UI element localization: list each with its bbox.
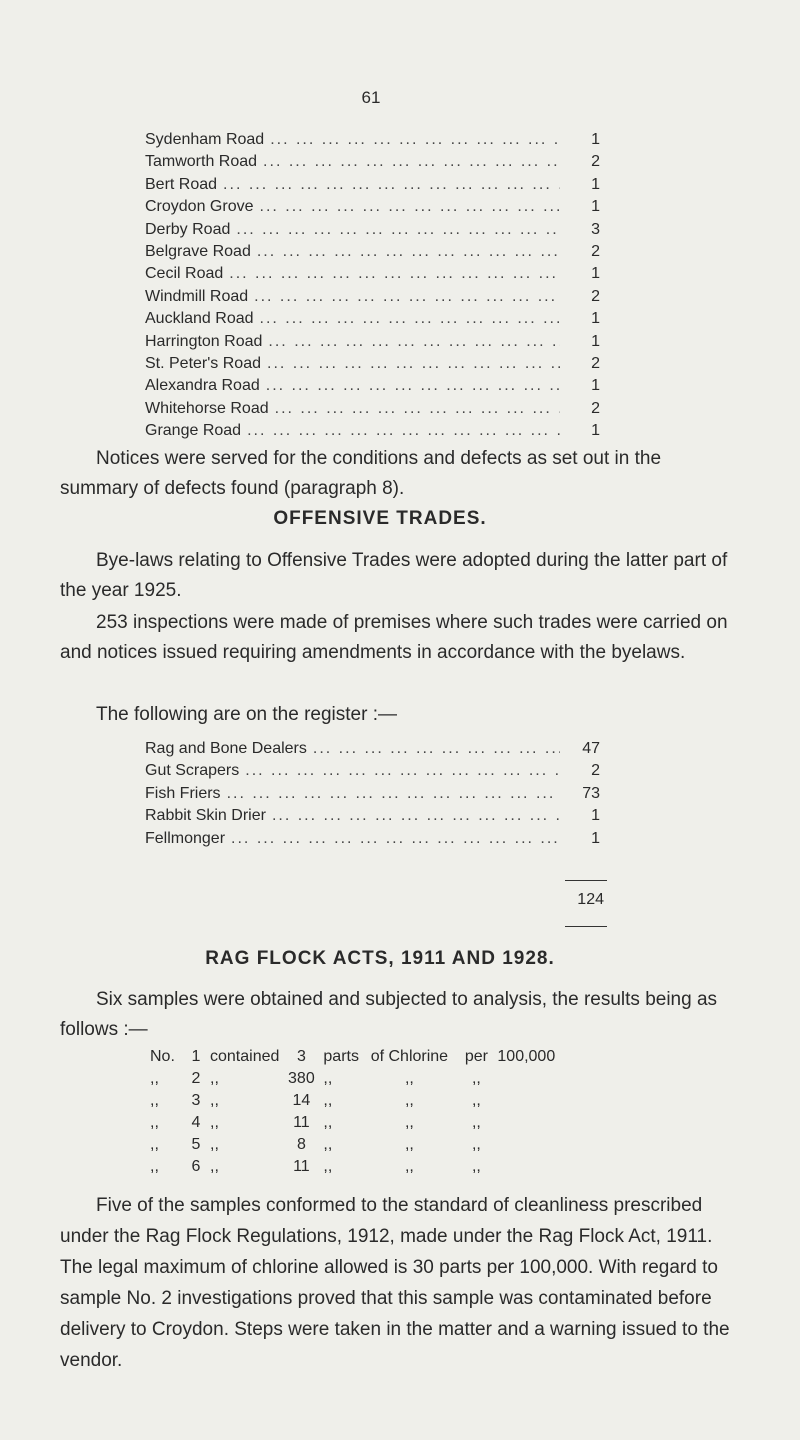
leader-dots — [223, 263, 560, 285]
street-name: Cecil Road — [145, 265, 224, 283]
sample-row — [150, 1112, 559, 1134]
trade-name: Rag and Bone Dealers — [145, 740, 307, 757]
ditto-mark: ,, — [150, 1136, 159, 1153]
street-row — [145, 420, 600, 442]
ditto-mark: ,, — [471, 1114, 481, 1131]
leader-dots — [269, 398, 560, 420]
parts-word: parts — [323, 1048, 359, 1065]
of-chlorine — [363, 1046, 455, 1068]
sample-number: 1 — [191, 1048, 201, 1065]
leader-dots — [266, 805, 560, 827]
register-list — [145, 738, 600, 850]
ditto-mark: ,, — [323, 1114, 333, 1131]
sample-row — [150, 1046, 559, 1068]
page-number: 61 — [361, 88, 381, 107]
leader-dots — [264, 129, 560, 151]
trade-name: Rabbit Skin Drier — [145, 807, 266, 825]
sample-row — [150, 1090, 559, 1112]
trade-count: 47 — [582, 740, 600, 757]
leader-dots — [230, 219, 560, 241]
street-name: Sydenham Road — [145, 131, 265, 148]
street-count: 1 — [591, 310, 600, 328]
street-name: Bert Road — [145, 175, 218, 193]
leader-dots — [257, 151, 560, 173]
byelaws-paragraph: Bye-laws relating to Offensive Trades were adopted during the latter part of the year 1925. — [60, 550, 728, 601]
street-name: Windmill Road — [145, 287, 249, 305]
leader-dots — [251, 241, 560, 263]
chlorine-value: 14 — [292, 1092, 311, 1109]
street-count: 2 — [591, 242, 600, 260]
ditto-mark: ,, — [404, 1158, 414, 1175]
sample-number: 2 — [191, 1070, 201, 1087]
leader-dots — [221, 783, 560, 805]
chlorine-value: 8 — [296, 1136, 306, 1153]
chlorine-value: 380 — [288, 1070, 315, 1087]
street-name: Harrington Road — [145, 332, 263, 350]
base-value: 100,000 — [497, 1048, 556, 1065]
sample-number: 5 — [191, 1136, 201, 1153]
street-row — [145, 219, 600, 241]
register-total: 124 — [577, 891, 604, 908]
street-row — [145, 241, 600, 263]
leader-dots — [239, 760, 560, 782]
street-list — [145, 129, 600, 442]
offensive-trades-heading: OFFENSIVE TRADES. — [273, 508, 487, 529]
street-name: Whitehorse Road — [145, 399, 269, 417]
no-label: No. — [150, 1048, 175, 1065]
ditto-mark: ,, — [210, 1136, 219, 1153]
ditto-mark: ,, — [323, 1136, 333, 1153]
ditto-mark: ,, — [471, 1092, 481, 1109]
register-row — [145, 805, 600, 827]
ditto-mark: ,, — [323, 1158, 333, 1175]
leader-dots — [225, 828, 560, 850]
contained-word: contained — [210, 1048, 280, 1065]
ditto-mark: ,, — [210, 1092, 219, 1109]
trade-count: 1 — [591, 807, 600, 825]
ditto-mark: ,, — [150, 1114, 159, 1131]
samples-table — [150, 1046, 559, 1178]
rag-flock-heading: RAG FLOCK ACTS, 1911 AND 1928. — [205, 948, 555, 969]
street-count: 2 — [591, 399, 600, 417]
leader-dots — [262, 331, 560, 353]
register-row — [145, 738, 600, 760]
chlorine-value: 11 — [293, 1114, 310, 1131]
street-count: 1 — [591, 175, 600, 193]
leader-dots — [261, 353, 560, 375]
register-row — [145, 760, 600, 782]
street-row — [145, 196, 600, 218]
street-count: 1 — [591, 377, 600, 395]
street-name: Auckland Road — [145, 310, 254, 328]
street-count: 3 — [591, 220, 600, 238]
street-row — [145, 286, 600, 308]
chlorine-value: 11 — [293, 1158, 310, 1175]
leader-dots — [254, 196, 561, 218]
street-count: 2 — [591, 153, 600, 171]
ditto-mark: ,, — [471, 1070, 481, 1087]
sample-number: 6 — [191, 1158, 201, 1175]
street-row — [145, 375, 600, 397]
leader-dots — [248, 286, 560, 308]
trade-name: Gut Scrapers — [145, 762, 240, 780]
notices-paragraph: Notices were served for the conditions and defects as set out in the summary of defects found (paragraph 8). — [60, 448, 662, 499]
trade-count: 2 — [591, 762, 600, 780]
street-count: 1 — [591, 198, 600, 216]
inspections-paragraph: 253 inspections were made of premises where such trades were carried on and notices issued requiring amendments in accordance with the byelaws. — [60, 612, 728, 663]
sample-row — [150, 1068, 559, 1090]
leader-dots — [254, 308, 560, 330]
street-count: 1 — [591, 265, 600, 283]
street-name: Alexandra Road — [145, 377, 260, 395]
chlorine-value: 3 — [296, 1048, 306, 1065]
ditto-mark: ,, — [210, 1070, 219, 1087]
samples-intro: Six samples were obtained and subjected to analysis, the results being as follows :— — [60, 989, 718, 1040]
street-row — [145, 398, 600, 420]
ditto-mark: ,, — [210, 1114, 219, 1131]
trade-count: 73 — [582, 784, 600, 802]
street-row — [145, 263, 600, 285]
street-name: Croydon Grove — [145, 198, 254, 216]
of-word: of — [370, 1048, 385, 1065]
ditto-mark: ,, — [150, 1158, 159, 1175]
leader-dots — [307, 738, 560, 760]
street-name: St. Peter's Road — [145, 354, 261, 372]
ditto-mark: ,, — [404, 1092, 414, 1109]
substance-word: Chlorine — [388, 1048, 449, 1065]
sample-number: 4 — [191, 1114, 201, 1131]
register-row — [145, 828, 600, 850]
street-row — [145, 308, 600, 330]
street-count: 2 — [591, 287, 600, 305]
per-word: per — [464, 1048, 488, 1065]
trade-name: Fellmonger — [145, 829, 226, 847]
street-row — [145, 174, 600, 196]
street-count: 1 — [591, 131, 600, 148]
sample-row — [150, 1134, 559, 1156]
ditto-mark: ,, — [150, 1070, 159, 1087]
street-row — [145, 151, 600, 173]
trade-count: 1 — [591, 829, 600, 847]
ditto-mark: ,, — [323, 1092, 333, 1109]
street-row — [145, 353, 600, 375]
street-count: 1 — [591, 332, 600, 350]
ditto-mark: ,, — [404, 1136, 414, 1153]
street-name: Grange Road — [145, 422, 242, 440]
ditto-mark: ,, — [404, 1114, 414, 1131]
leader-dots — [241, 420, 560, 442]
sample-number: 3 — [191, 1092, 201, 1109]
register-row — [145, 783, 600, 805]
total-rule-top — [565, 880, 607, 881]
ditto-mark: ,, — [471, 1136, 481, 1153]
street-row — [145, 129, 600, 151]
ditto-mark: ,, — [210, 1158, 219, 1175]
ditto-mark: ,, — [404, 1070, 414, 1087]
street-name: Belgrave Road — [145, 242, 251, 260]
street-name: Derby Road — [145, 220, 231, 238]
ditto-mark: ,, — [471, 1158, 481, 1175]
conclusion-paragraph: Five of the samples conformed to the standard of cleanliness prescribed under the Rag Flock Regulations, 1912, made under the Rag Flock Act, 1911. The legal maximum of chlorine allowed is 30 parts per 100,000. With regard to sample No. 2 investigations proved that this sample was contaminated before delivery to Croydon. Steps were taken in the matter and a warning issued to the vendor. — [60, 1195, 730, 1371]
sample-row — [150, 1156, 559, 1178]
street-row — [145, 331, 600, 353]
ditto-mark: ,, — [323, 1070, 333, 1087]
leader-dots — [260, 375, 560, 397]
register-intro: The following are on the register :— — [96, 704, 397, 725]
ditto-mark: ,, — [150, 1092, 159, 1109]
street-name: Tamworth Road — [145, 153, 258, 171]
total-rule-bottom — [565, 926, 607, 927]
street-count: 2 — [591, 354, 600, 372]
street-count: 1 — [591, 422, 600, 440]
trade-name: Fish Friers — [145, 784, 221, 802]
leader-dots — [217, 174, 560, 196]
